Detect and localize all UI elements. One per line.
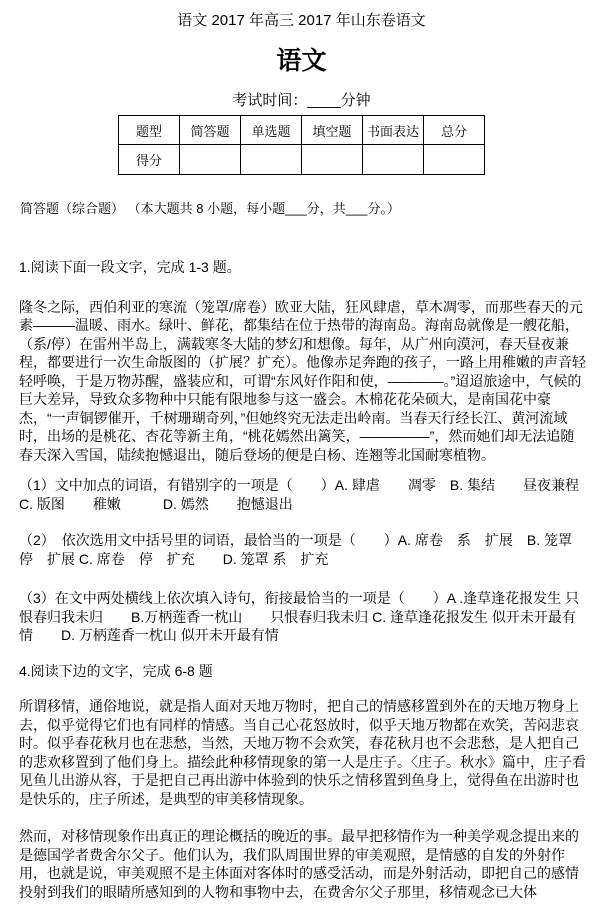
score-table-header-cell: 填空题 (302, 116, 363, 145)
score-table-header-cell: 题型 (119, 116, 180, 145)
exam-title: 语文 (276, 47, 327, 75)
score-row-label: 得分 (119, 145, 180, 175)
score-table-header-row (119, 116, 485, 145)
score-table-header-cell: 书面表达 (363, 116, 424, 145)
question-1-intro: 1.阅读下面一段文字，完成 1-3 题。 (19, 259, 241, 275)
score-cell-empty (241, 145, 302, 175)
question-1-2: （2） 依次选用文中括号里的词语，最恰当的一项是（ ）A. 席卷 系 扩展 B. 笼罩 停 扩展 C. 席卷 停 扩充 D. 笼罩 系 扩充 (19, 532, 587, 567)
section-note: 简答题（综合题） （本大题共 8 小题，每小题___分，共___分。） (20, 201, 400, 216)
reading-passage-2-para-1: 所谓移情，通俗地说，就是指人面对天地万物时，把自己的情感移置到外在的天地万物身上去，似乎觉得它们也有同样的情感。当自己心花怒放时，似乎天地万物都在欢笑，苦闷悲哀时。似乎春花秋月也在悲愁，当然，天地万物不会欢笑，春花秋月也不会悲愁，是人把自己的悲欢移置到了他们身上。描绘此种移情现象的第一人是庄子。〈庄子。秋水》篇中，庄子看见鱼儿出游从容，于是把自己再出游中体验到的快乐之情移置到鱼身上，觉得鱼在出游时也是快乐的，庄子所述，是典型的审美移情现象。 (19, 698, 586, 807)
score-cell-empty (180, 145, 241, 175)
exam-time-line: 考试时间：____分钟 (232, 92, 371, 109)
question-1-1: （1）文中加点的词语，有错别字的一项是（ ）A. 肆虐 凋零 B. 集结 昼夜兼程 C. 版图 稚嫩 D. 嫣然 抱憾退出 (19, 477, 580, 512)
score-table-score-row (119, 145, 485, 175)
score-table (118, 115, 485, 175)
exam-header-line: 语文 2017 年高三 2017 年山东卷语文 (177, 12, 426, 29)
score-table-header-cell: 总分 (424, 116, 485, 145)
score-table-header-cell: 简答题 (180, 116, 241, 145)
score-table-header-cell: 单选题 (241, 116, 302, 145)
question-4-intro: 4.阅读下边的文字，完成 6-8 题 (19, 662, 213, 679)
score-cell-empty (302, 145, 363, 175)
reading-passage-2-para-2: 然而，对移情现象作出真正的理论概括的晚近的事。最早把移情作为一种美学观念提出来的是德国学者费舍尔父子。他们认为，我们队周围世界的审美观照，是情感的自发的外射作用，也就是说，审美观照不是主体面对客体时的感受活动，而是外射活动，即把自己的感情投射到我们的眼睛所感知到的人物和事物中去，在费舍尔父子那里，移情观念已大体 (19, 828, 579, 900)
question-1-3: （3）在文中两处横线上依次填入诗句，衔接最恰当的一项是（ ）A .逢草逢花报发生 只恨春归我未归 B.万柄莲香一枕山 只恨春归我未归 C. 逢草逢花报发生 似开未开最有情 D. 万柄莲香一枕山 似开未开最有情 (19, 590, 580, 643)
score-cell-empty (424, 145, 485, 175)
exam-content (19, 258, 586, 901)
reading-passage-1: 隆冬之际，西伯利亚的寒流（笼罩/席卷）欧亚大陆，狂风肆虐，草木凋零，而那些春天的元素———温暖、雨水。绿叶、鲜花，都集结在位于热带的海南岛。海南岛就像是一艘花船，（系/停）在雷州半岛上，满载寒冬大陆的梦幻和想像。每年，从广州向漠河，春天昼夜兼程，都要进行一次生命版图的（扩展？扩充）。他像赤足奔跑的孩子，一路上用稚嫩的声音轻轻呼唤，于是万物苏醒，盛装应和，可谓“东风好作阳和使，————。”迢迢旅途中，气候的巨大差异，导致众多物种中只能有限地参与这一盛会。木棉花花朵硕大，是南国花中豪杰，“一声铜锣催开，千树珊瑚奇列，”但她终究无法走出岭南。当春天行经长江、黄河流域时，出场的是桃花、杏花等新主角，“桃花嫣然出篱笑，—————”，然而她们却无法追随春天深入雪国，陆续抱憾退出，随后登场的便是白杨、连翘等北国耐寒植物。 (19, 298, 586, 463)
score-cell-empty (363, 145, 424, 175)
